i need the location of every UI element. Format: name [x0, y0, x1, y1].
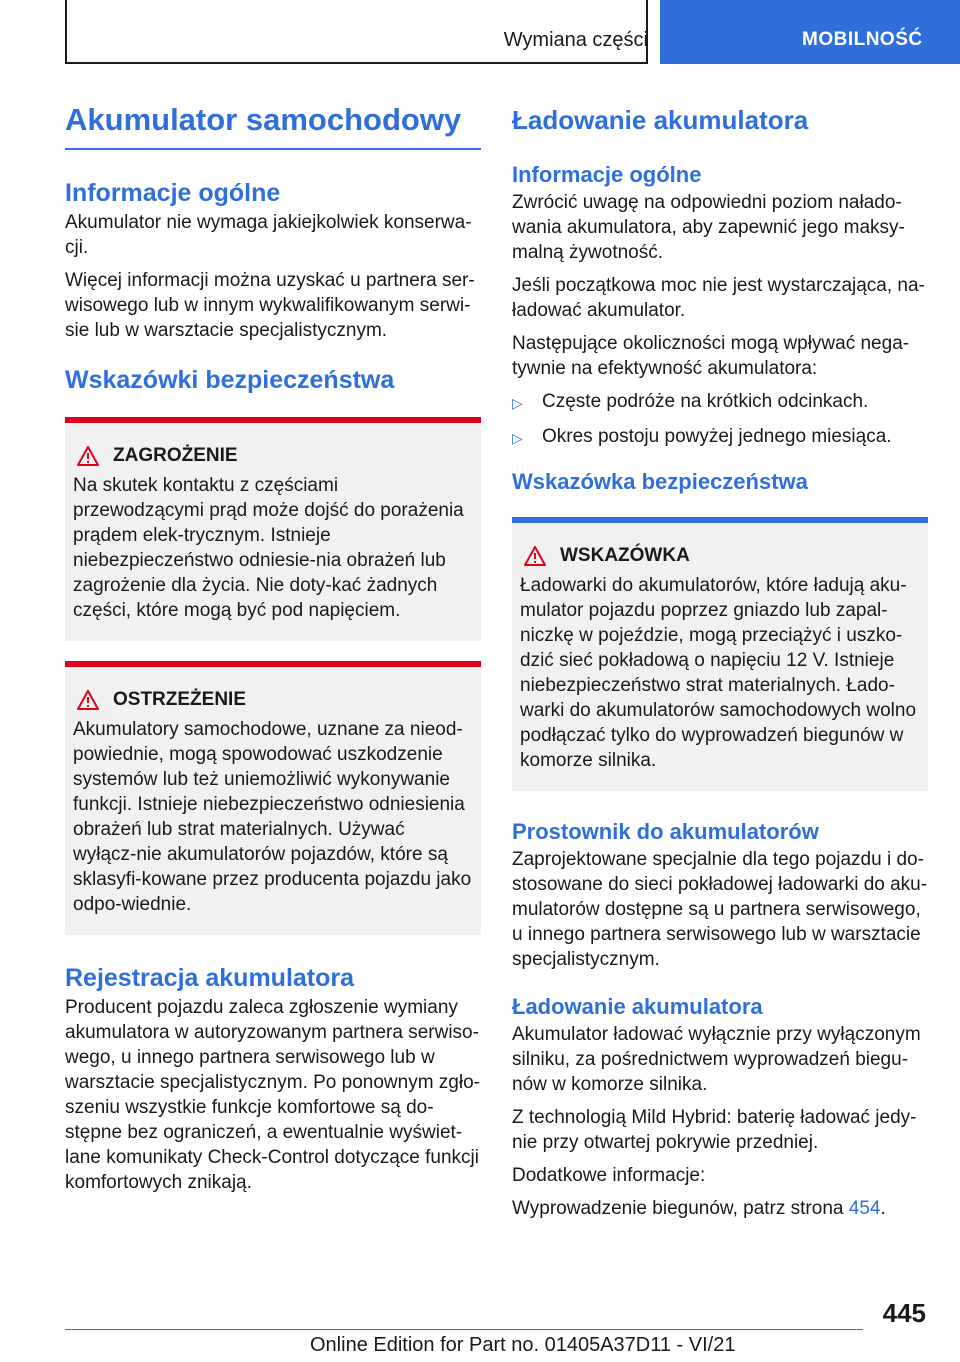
chapter-tab[interactable]: MOBILNOŚĆ — [660, 0, 960, 64]
warning-box — [65, 661, 481, 935]
note-box — [512, 517, 928, 791]
section-heading: Informacje ogólne — [65, 179, 281, 207]
paragraph: Następujące okoliczności mogą wpływać nega-tywnie na efektywność akumulatora: — [512, 333, 910, 379]
section-heading: Ładowanie akumulatora — [512, 994, 763, 1019]
warning-triangle-icon — [524, 546, 546, 566]
page-reference-link[interactable]: 454 — [848, 1198, 881, 1219]
danger-text: Na skutek kontaktu z częściami przewodzącymi prąd może dojść do porażenia prądem elek-trycznym. Istnieje niebezpieczeństwo odniesie-nia obrażeń lub zagrożenie dla życia. Nie doty-kać żadnych części, które mogą być pod napięciem. — [73, 475, 464, 621]
footer-divider — [65, 1329, 863, 1330]
right-column — [512, 100, 928, 1221]
paragraph: Więcej informacji można uzyskać u partnera ser-wisowego lub w innym wykwalifikowanym serwi-sie lub w warsztacie specjalistycznym. — [65, 270, 475, 341]
section-heading: Wskazówka bezpieczeństwa — [512, 469, 808, 494]
note-text: Ładowarki do akumulatorów, które ładują aku-mulator pojazdu poprzez gniazdo lub zapal-niczkę w pojeździe, mogą przeciążyć i uszko-dzić sieć pokładową o napięciu 12 V. Istnieje niebezpieczeństwo strat materialnych. Łado-warki do akumulatorów samochodowych wolno podłączać tylko do wyprowadzeń biegunów w komorze silnika. — [520, 575, 917, 771]
left-column — [65, 100, 481, 1195]
section-heading: Prostownik do akumulatorów — [512, 819, 819, 844]
paragraph: Producent pojazdu zaleca zgłoszenie wymiany akumulatora w autoryzowanym partnera serwiso-wego, u innego partnera serwisowego lub w warsztacie specjalistycznym. Po ponownym zgło-szeniu wszystkie funkcje komfortowe są do-stępne bez ograniczeń, a ewentualnie wyświet-lane komunikaty Check-Control dotyczące funkcji komfortowych znikają. — [65, 997, 480, 1193]
warning-triangle-icon — [77, 690, 99, 710]
warning-triangle-icon — [77, 446, 99, 466]
paragraph: Wyprowadzenie biegunów, patrz strona 454. — [512, 1198, 886, 1219]
paragraph: Akumulator ładować wyłącznie przy wyłączonym silniku, za pośrednictwem wyprowadzeń biegu-nów w komorze silnika. — [512, 1024, 921, 1095]
paragraph: Zwrócić uwagę na odpowiedni poziom nałado-wania akumulatora, aby zapewnić jego maksy-malną żywotność. — [512, 192, 905, 263]
section-heading: Wskazówki bezpieczeństwa — [65, 366, 395, 394]
paragraph: Akumulator nie wymaga jakiejkolwiek konserwa-cji. — [65, 212, 472, 258]
section-title: Ładowanie akumulatora — [512, 105, 809, 135]
danger-box — [65, 417, 481, 641]
warning-text: Akumulatory samochodowe, uznane za nieod-powiednie, mogą spowodować uszkodzenie systemów lub też uniemożliwić wykonywanie funkcji. Istnieje niebezpieczeństwo odniesienia obrażeń lub strat materialnych. Używać wyłącz-nie akumulatorów pojazdów, które są sklasyfi-kowane przez producenta pojazdu jako odpo-wiednie. — [73, 719, 472, 915]
note-title: WSKAZÓWKA — [560, 545, 690, 566]
section-heading: Rejestracja akumulatora — [65, 964, 355, 992]
section-heading: Informacje ogólne — [512, 162, 702, 187]
paragraph: Z technologią Mild Hybrid: baterię ładować jedy-nie przy otwartej pokrywie przedniej. — [512, 1107, 917, 1153]
paragraph: Jeśli początkowa moc nie jest wystarczająca, na-ładować akumulator. — [512, 275, 925, 321]
paragraph: Zaprojektowane specjalnie dla tego pojazdu i do-stosowane do sieci pokładowej ładowarki do aku-mulatorów dostępne są u partnera serwisowego, u innego partnera serwisowego lub w warsztacie specjalistycznym. — [512, 849, 928, 970]
warning-title: OSTRZEŻENIE — [113, 689, 247, 710]
bullet-triangle-icon: ▷ — [512, 430, 523, 446]
danger-title: ZAGROŻENIE — [113, 445, 238, 466]
bullet-triangle-icon: ▷ — [512, 395, 523, 411]
page-title: Akumulator samochodowy — [65, 100, 481, 150]
paragraph: Dodatkowe informacje: — [512, 1165, 706, 1186]
page-number: 445 — [882, 1298, 926, 1328]
footer-edition: Online Edition for Part no. 01405A37D11 - VI/21 — [310, 1334, 736, 1356]
bullet-list — [512, 389, 928, 451]
list-item: ▷ Okres postoju powyżej jednego miesiąca. — [512, 424, 928, 451]
list-item: ▷ Częste podróże na krótkich odcinkach. — [512, 389, 928, 416]
header-section-title: Wymiana części — [503, 29, 648, 51]
